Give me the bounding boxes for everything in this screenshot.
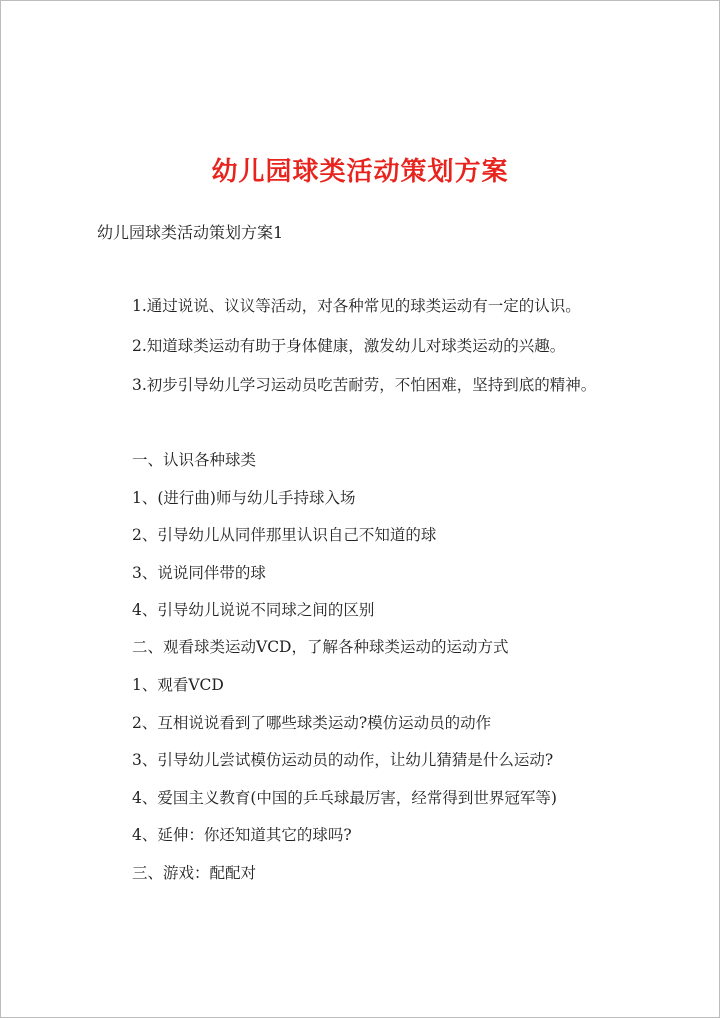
step-item: 4、延伸：你还知道其它的球吗?: [132, 826, 352, 844]
step-item: 2、互相说说看到了哪些球类运动?模仿运动员的动作: [132, 714, 492, 732]
document-title: 幼儿园球类活动策划方案: [211, 157, 509, 187]
step-item: 2、引导幼儿从同伴那里认识自己不知道的球: [132, 526, 437, 544]
step-item: 4、爱国主义教育(中国的乒乓球最厉害，经常得到世界冠军等): [132, 789, 557, 807]
step-item: 3、说说同伴带的球: [132, 564, 266, 582]
step-item: 3、引导幼儿尝试模仿运动员的动作，让幼儿猜猜是什么运动?: [132, 751, 554, 769]
goal-item-3: 3.初步引导幼儿学习运动员吃苦耐劳，不怕困难，坚持到底的精神。: [132, 376, 597, 394]
document-subtitle: 幼儿园球类活动策划方案1: [97, 223, 284, 242]
step-item: 1、(进行曲)师与幼儿手持球入场: [132, 489, 356, 507]
goal-item-1: 1.通过说说、议议等活动，对各种常见的球类运动有一定的认识。: [132, 297, 581, 315]
section-heading-3: 三、游戏：配配对: [132, 864, 257, 882]
step-item: 1、观看VCD: [132, 676, 224, 694]
step-item: 4、引导幼儿说说不同球之间的区别: [132, 601, 375, 619]
section-heading-2: 二、观看球类运动VCD，了解各种球类运动的运动方式: [132, 638, 509, 656]
section-heading-1: 一、认识各种球类: [132, 451, 257, 469]
goal-item-2: 2.知道球类运动有助于身体健康，激发幼儿对球类运动的兴趣。: [132, 337, 566, 355]
